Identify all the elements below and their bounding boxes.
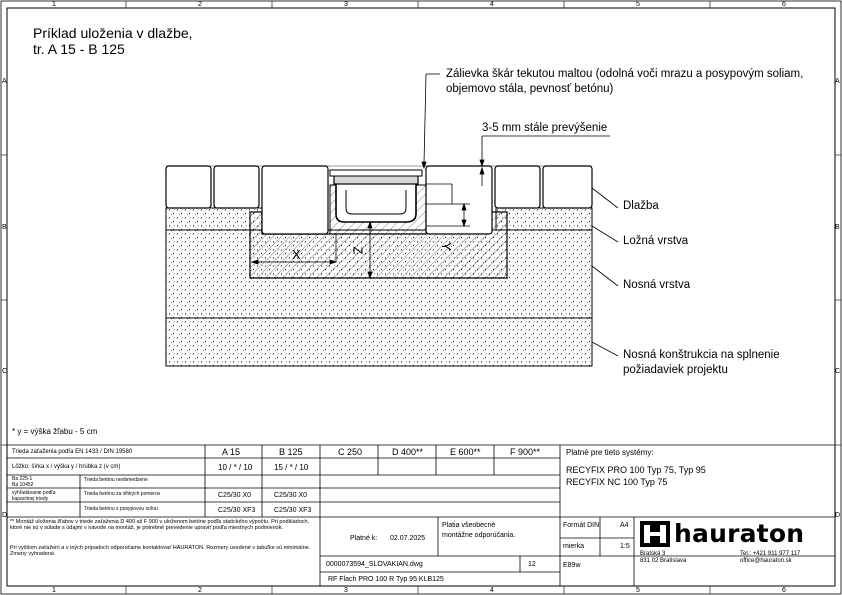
product-code: RF Flach PRO 100 R Typ 95 KLB125 xyxy=(328,576,444,583)
label-paving: Dlažba xyxy=(623,200,659,212)
format-label: Formát DIN xyxy=(563,522,600,529)
fill-note-line1: Zálievka škár tekutou maltou (odolná voči mrazu a posypovým soliam, xyxy=(446,68,804,80)
grid-row-a: A xyxy=(2,78,7,85)
general-note-line2: montážne odporúčania. xyxy=(442,532,516,539)
format-value: A4 xyxy=(620,522,629,529)
row4-a15: C25/30 XF3 xyxy=(218,507,256,514)
row3-b125: C25/30 X0 xyxy=(274,492,308,499)
disclaimer-1: ** Montáž uloženia žľabov v triede zaťaženia D 400 až F 900 v uloženom betóne podľa statického výpočtu. Pri podkladoch, ktoré nie sú v súlade s údajmi v návode na montáž, je potrebné prevedenie upraviť podľa miestnych podmienok. xyxy=(10,519,310,532)
row1-b125: 15 / * / 10 xyxy=(274,463,309,472)
address-line2: 831 02 Bratislava xyxy=(640,558,687,564)
class-e600: E 600** xyxy=(450,447,481,457)
grid-row-a-right: A xyxy=(835,78,840,85)
row2-label-a: Ba 225-1 xyxy=(12,476,33,482)
drain-channel xyxy=(336,182,416,222)
row3-label-b: kapacitnej triedy xyxy=(12,496,49,502)
label-subbase-line2: požiadaviek projektu xyxy=(623,364,728,376)
grate-frame xyxy=(330,170,422,176)
scale-label: mierka xyxy=(563,543,585,550)
grid-col-2-bottom: 2 xyxy=(198,587,202,594)
class-c250: C 250 xyxy=(338,447,363,457)
grid-col-1: 1 xyxy=(52,1,56,8)
disclaimer-2: Pri vyššom zaťažení a v iných prípadoch odporúčame kontaktovať HAURATON. Rozmery uvedené v tabuľke sú minimálne. Zmeny vyhradené. xyxy=(10,545,311,558)
company-email: office@hauraton.sk xyxy=(740,558,792,564)
fill-note-line2: objemovo stála, pevnosť betónu) xyxy=(446,83,614,95)
grid-col-3-bottom: 3 xyxy=(344,587,348,594)
row4-sub: Trieda betónu s posypovou soľou xyxy=(84,506,158,512)
systems-line2: RECYFIX NC 100 Typ 75 xyxy=(566,477,668,487)
class-b125: B 125 xyxy=(279,447,303,457)
row1-label: Lôžko: šírka x / výška y / hrúbka z (v cm) xyxy=(12,464,121,470)
row1-a15: 10 / * / 10 xyxy=(218,463,253,472)
dim-y-label: Y xyxy=(438,242,454,251)
grid-col-6: 6 xyxy=(782,1,786,8)
overhang-note: 3-5 mm stále prevýšenie xyxy=(482,122,608,134)
row4-b125: C25/30 XF3 xyxy=(274,507,312,514)
drawing-code: E89w xyxy=(563,562,581,569)
row3-sub: Trieda betónu za vlhkých pomerov xyxy=(84,491,161,497)
class-f900: F 900** xyxy=(510,447,541,457)
subbase-layer xyxy=(166,318,592,366)
class-d400: D 400** xyxy=(392,447,424,457)
grid-row-c-right: C xyxy=(835,368,841,375)
general-note-line1: Platia všeobecné xyxy=(442,522,496,529)
grid-col-4-bottom: 4 xyxy=(490,587,494,594)
class-header: Trieda zaťaženia podľa EN 1433 / DIN 19580 xyxy=(12,449,133,455)
grid-row-c: C xyxy=(2,368,8,375)
grid-row-b: B xyxy=(2,224,7,231)
label-subbase-line1: Nosná konštrukcia na splnenie xyxy=(623,349,780,361)
drawing-title-line1: Príklad uloženia v dlažbe, xyxy=(33,25,193,41)
label-base: Nosná vrstva xyxy=(623,279,691,291)
grid-col-4: 4 xyxy=(490,1,494,8)
grid-col-2: 2 xyxy=(198,1,202,8)
class-a15: A 15 xyxy=(222,447,241,457)
valid-date: 02.07.2025 xyxy=(390,535,426,542)
hauraton-logo-mark xyxy=(640,521,670,547)
drawing-title-line2: tr. A 15 - B 125 xyxy=(33,41,125,57)
grid-col-3: 3 xyxy=(344,1,348,8)
grid-col-5: 5 xyxy=(636,1,640,8)
fill-leader xyxy=(422,74,440,168)
row3-a15: C25/30 X0 xyxy=(218,492,252,499)
company-phone: Tel.: +421 911 977 117 xyxy=(740,551,801,557)
label-bedding: Ložná vrstva xyxy=(623,235,689,247)
grid-row-d: D xyxy=(2,512,8,519)
footnote: * y = výška žľabu - 5 cm xyxy=(12,427,98,436)
grid-row-b-right: B xyxy=(835,224,840,231)
systems-line1: RECYFIX PRO 100 Typ 75, Typ 95 xyxy=(566,465,706,475)
company-logo-text: hauraton xyxy=(674,519,805,548)
layer-leaders xyxy=(592,188,618,356)
page-number: 12 xyxy=(528,561,536,568)
grid-col-5-bottom: 5 xyxy=(636,587,640,594)
grid-col-1-bottom: 1 xyxy=(52,587,56,594)
file-name: 0000073594_SLOVAKIAN.dwg xyxy=(326,561,423,568)
row2-sub: Trieda betónu neobmedzene xyxy=(84,477,148,483)
grid-row-d-right: D xyxy=(835,512,841,519)
valid-label: Platné k: xyxy=(350,535,378,542)
dim-z-label: Z xyxy=(350,246,366,255)
scale-value: 1:5 xyxy=(620,543,630,550)
row2-label-b: Ba 10452 xyxy=(12,482,34,488)
systems-heading: Platné pre tieto systémy: xyxy=(566,448,654,457)
grid-col-6-bottom: 6 xyxy=(782,587,786,594)
row3-label-a: vyhľadávanie podľa xyxy=(12,490,56,496)
dim-x-label: X xyxy=(292,247,301,262)
address-line1: Bratská 3 xyxy=(640,551,666,557)
